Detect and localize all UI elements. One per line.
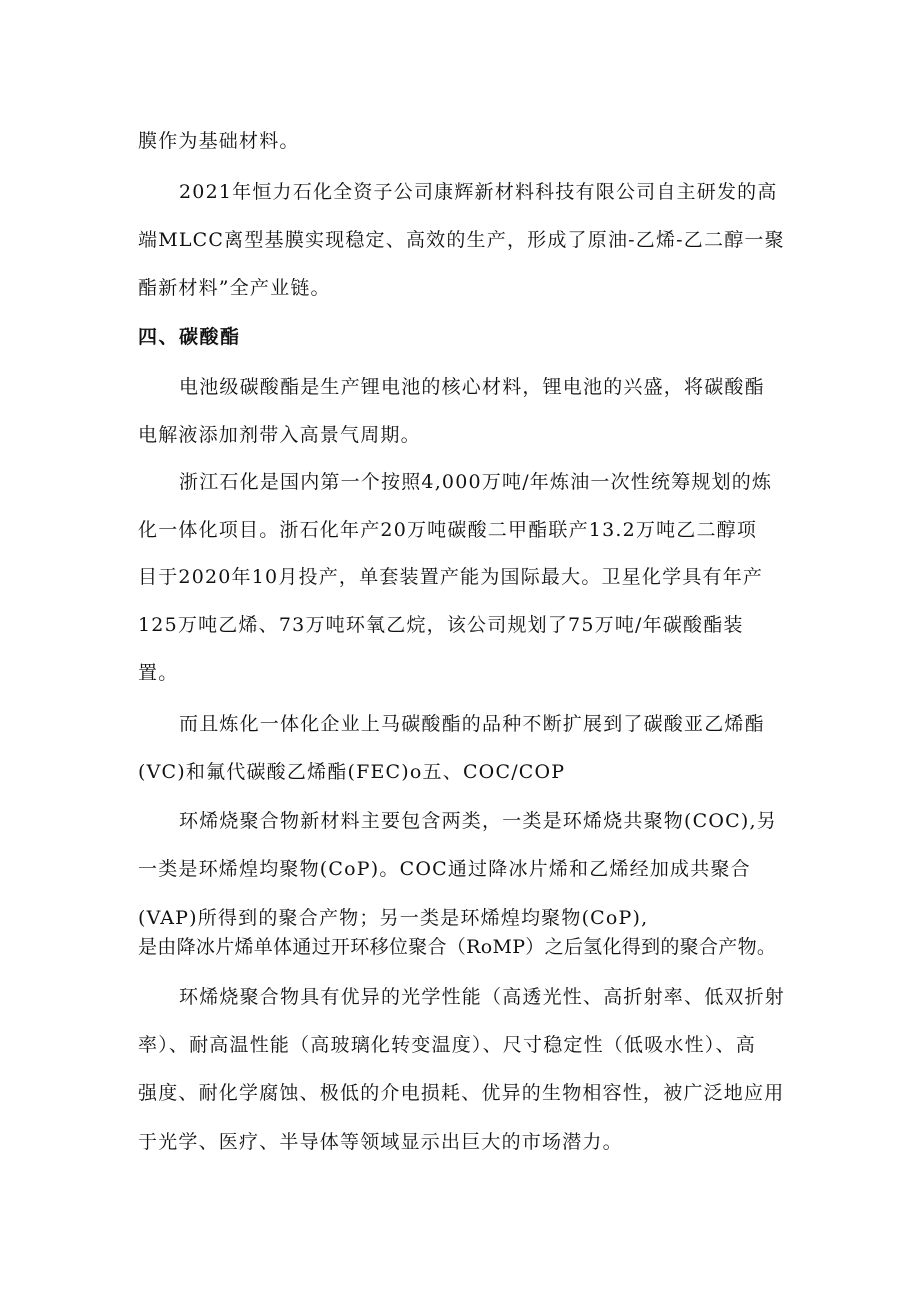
text-line: 2021年恒力石化全资子公司康辉新材料科技有限公司自主研发的高 bbox=[179, 181, 778, 203]
text-line: 电解液添加剂带入高景气周期。 bbox=[138, 424, 421, 446]
text-line: 酯新材料”全产业链。 bbox=[138, 277, 331, 299]
text-line: 于光学、医疗、半导体等领域显示出巨大的市场潜力。 bbox=[138, 1131, 623, 1153]
text-line: 一类是环烯煌均聚物(CoP)。COC通过降冰片烯和乙烯经加成共聚合 bbox=[138, 858, 751, 880]
text-line: 端MLCC离型基膜实现稳定、高效的生产，形成了原油-乙烯-乙二醇一聚 bbox=[138, 229, 785, 251]
text-line: 是由降冰片烯单体通过开环移位聚合（RoMP）之后氢化得到的聚合产物。 bbox=[138, 936, 777, 958]
text-line: (VC)和氟代碳酸乙烯酯(FEC)o五、COC/COP bbox=[138, 761, 566, 783]
text-line: 化一体化项目。浙石化年产20万吨碳酸二甲酯联产13.2万吨乙二醇项 bbox=[138, 519, 758, 541]
text-line: 目于2020年10月投产，单套装置产能为国际最大。卫星化学具有年产 bbox=[138, 566, 764, 588]
text-line: 置。 bbox=[138, 662, 179, 684]
text-line: 125万吨乙烯、73万吨环氧乙烷，该公司规划了75万吨/年碳酸酯装 bbox=[138, 614, 744, 636]
text-line: 环烯烧聚合物新材料主要包含两类，一类是环烯烧共聚物(COC),另 bbox=[179, 810, 777, 832]
text-line: 强度、耐化学腐蚀、极低的介电损耗、优异的生物相容性，被广泛地应用 bbox=[138, 1082, 785, 1104]
section-heading: 四、碳酸酯 bbox=[138, 326, 241, 348]
text-line: 膜作为基础材料。 bbox=[138, 130, 300, 152]
text-line: 率）、耐高温性能（高玻璃化转变温度）、尺寸稳定性（低吸水性）、高 bbox=[138, 1034, 756, 1056]
text-line: 而且炼化一体化企业上马碳酸酯的品种不断扩展到了碳酸亚乙烯酯 bbox=[179, 713, 765, 735]
text-line: 电池级碳酸酯是生产锂电池的核心材料，锂电池的兴盛，将碳酸酯 bbox=[179, 376, 765, 398]
text-line: 环烯烧聚合物具有优异的光学性能（高透光性、高折射率、低双折射 bbox=[179, 986, 786, 1008]
text-line: (VAP)所得到的聚合产物；另一类是环烯煌均聚物(CoP), bbox=[138, 907, 649, 929]
text-line: 浙江石化是国内第一个按照4,000万吨/年炼油一次性统筹规划的炼 bbox=[179, 471, 773, 493]
